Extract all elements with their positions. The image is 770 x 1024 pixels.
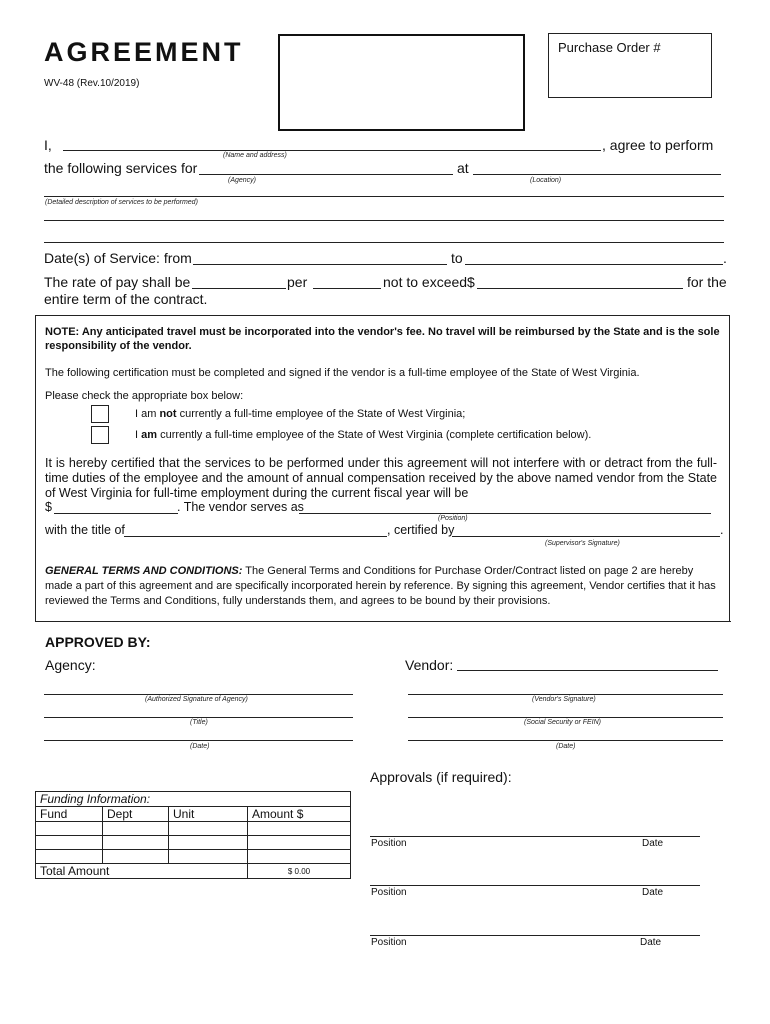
- agency-title-caption: (Title): [190, 719, 208, 726]
- dates-period: .: [723, 250, 727, 266]
- vendor-signature-field[interactable]: [408, 694, 723, 695]
- dept-header: Dept: [103, 807, 169, 822]
- fund-cell[interactable]: [36, 850, 103, 864]
- with-title-text: with the title of: [45, 523, 125, 537]
- is-employee-checkbox[interactable]: [91, 426, 109, 444]
- description-caption: (Detailed description of services to be performed): [45, 199, 198, 206]
- vendor-fein-caption: (Social Security or FEIN): [524, 719, 602, 726]
- fund-cell[interactable]: [36, 836, 103, 850]
- per-text: per: [287, 274, 308, 290]
- total-amount-label: Total Amount: [36, 864, 248, 879]
- approvals-title: Approvals (if required):: [370, 769, 512, 785]
- description-line-1[interactable]: [44, 196, 724, 197]
- purchase-order-box[interactable]: [548, 33, 712, 98]
- description-line-2[interactable]: [44, 220, 724, 221]
- rate-label: The rate of pay shall be: [44, 274, 191, 290]
- unit-cell[interactable]: [169, 850, 248, 864]
- funding-table: [35, 791, 351, 879]
- supervisor-caption: (Supervisor's Signature): [545, 540, 620, 547]
- agency-label: Agency:: [45, 657, 96, 673]
- dollar-sign: $: [45, 500, 52, 514]
- supervisor-signature-field[interactable]: [452, 536, 720, 537]
- description-line-3[interactable]: [44, 242, 724, 243]
- position-field[interactable]: [299, 513, 711, 514]
- vendor-prefix: I,: [44, 137, 52, 153]
- approval-line-1[interactable]: [370, 836, 700, 837]
- fund-cell[interactable]: [36, 822, 103, 836]
- title-field[interactable]: [124, 536, 387, 537]
- certified-by-text: , certified by: [387, 523, 455, 537]
- name-caption: (Name and address): [223, 152, 287, 159]
- vendor-serves-text: . The vendor serves as: [177, 500, 304, 514]
- vendor-name-field[interactable]: [63, 150, 601, 151]
- for-the-text: for the: [687, 274, 727, 290]
- is-employee-post: currently a full-time employee of the State of West Virginia (complete certification below).: [157, 429, 592, 441]
- unit-header: Unit: [169, 807, 248, 822]
- total-amount-value[interactable]: $ 0.00: [248, 864, 351, 879]
- amount-header: Amount $: [248, 807, 351, 822]
- approval-position-3: Position: [371, 937, 407, 948]
- approval-date-2: Date: [642, 887, 664, 898]
- is-employee-pre: I: [135, 429, 142, 441]
- table-row: [36, 850, 351, 864]
- check-prompt: Please check the appropriate box below:: [45, 390, 244, 402]
- location-field[interactable]: [473, 174, 721, 175]
- agency-caption: (Agency): [228, 177, 257, 184]
- approval-position-2: Position: [371, 887, 407, 898]
- dept-cell[interactable]: [103, 822, 169, 836]
- is-employee-emphasis: am: [141, 429, 158, 441]
- location-caption: (Location): [530, 177, 562, 184]
- is-employee-label: [135, 429, 591, 441]
- approval-date-3: Date: [640, 937, 662, 948]
- vendor-label: Vendor:: [405, 657, 454, 673]
- approved-by-heading: APPROVED BY:: [45, 634, 151, 650]
- rate-field[interactable]: [192, 288, 286, 289]
- fund-header: Fund: [36, 807, 103, 822]
- vendor-signature-caption: (Vendor's Signature): [532, 696, 596, 703]
- not-employee-pre: I am: [135, 408, 160, 420]
- approval-line-3[interactable]: [370, 935, 700, 936]
- date-from-field[interactable]: [193, 264, 447, 265]
- terms-body: The General Terms and Conditions for Purchase Order/Contract listed on page 2 are hereby made a part of this agreement and are specifically incorporated herein by reference. By signing this agreement, Vendor certifies that it has reviewed the Terms and Conditions, fully understands them, and agrees to be bound by their provisions.: [45, 565, 716, 607]
- agency-field[interactable]: [199, 174, 453, 175]
- not-employee-emphasis: not: [159, 408, 177, 420]
- dept-cell[interactable]: [103, 850, 169, 864]
- dates-label: Date(s) of Service: from: [44, 250, 192, 266]
- not-employee-checkbox[interactable]: [91, 405, 109, 423]
- certification-intro: The following certification must be completed and signed if the vendor is a full-time employee of the State of West Virginia.: [45, 367, 640, 379]
- table-row: [36, 836, 351, 850]
- vendor-date-field[interactable]: [408, 740, 723, 741]
- certify-text: It is hereby certified that the services to be performed under this agreement will not interfere with or detract from the full-time duties of the employee and the amount of annual compensation received by the above named vendor from the State of West Virginia for full-time employment during the current fiscal year will be: [45, 456, 717, 500]
- unit-cell[interactable]: [169, 822, 248, 836]
- not-employee-label: [135, 408, 465, 420]
- travel-note: NOTE: Any anticipated travel must be incorporated into the vendor's fee. No travel will be reimbursed by the State and is the sole responsibility of the vendor.: [45, 326, 720, 352]
- divider: [35, 621, 731, 622]
- compensation-field[interactable]: [54, 513, 178, 514]
- date-to-field[interactable]: [465, 264, 723, 265]
- terms-heading: GENERAL TERMS AND CONDITIONS:: [45, 565, 243, 577]
- agree-text: , agree to perform: [602, 137, 714, 153]
- stamp-box: [278, 34, 525, 131]
- approval-line-2[interactable]: [370, 885, 700, 886]
- dept-cell[interactable]: [103, 836, 169, 850]
- funding-title: Funding Information:: [36, 792, 351, 807]
- entire-term-text: entire term of the contract.: [44, 291, 208, 307]
- approval-date-1: Date: [642, 838, 664, 849]
- to-text: to: [451, 250, 463, 266]
- max-amount-field[interactable]: [477, 288, 683, 289]
- agency-signature-field[interactable]: [44, 694, 353, 695]
- certified-period: .: [720, 523, 724, 537]
- unit-cell[interactable]: [169, 836, 248, 850]
- form-id: WV-48 (Rev.10/2019): [44, 78, 140, 89]
- agency-title-field[interactable]: [44, 717, 353, 718]
- not-employee-post: currently a full-time employee of the State of West Virginia;: [176, 408, 466, 420]
- agency-signature-caption: (Authorized Signature of Agency): [145, 696, 248, 703]
- vendor-name-approval-field[interactable]: [457, 670, 718, 671]
- amount-cell[interactable]: [248, 822, 351, 836]
- page-title: AGREEMENT: [44, 37, 244, 67]
- at-text: at: [457, 160, 469, 176]
- vendor-fein-field[interactable]: [408, 717, 723, 718]
- services-for-text: the following services for: [44, 160, 198, 176]
- per-field[interactable]: [313, 288, 381, 289]
- agency-date-caption: (Date): [190, 743, 210, 750]
- purchase-order-label: Purchase Order #: [558, 40, 661, 55]
- not-exceed-text: not to exceed$: [383, 274, 475, 290]
- approval-position-1: Position: [371, 838, 407, 849]
- amount-cell[interactable]: [248, 836, 351, 850]
- amount-cell[interactable]: [248, 850, 351, 864]
- position-caption: (Position): [438, 515, 468, 522]
- vendor-date-caption: (Date): [556, 743, 576, 750]
- general-terms: [45, 564, 720, 609]
- agency-date-field[interactable]: [44, 740, 353, 741]
- table-row: [36, 822, 351, 836]
